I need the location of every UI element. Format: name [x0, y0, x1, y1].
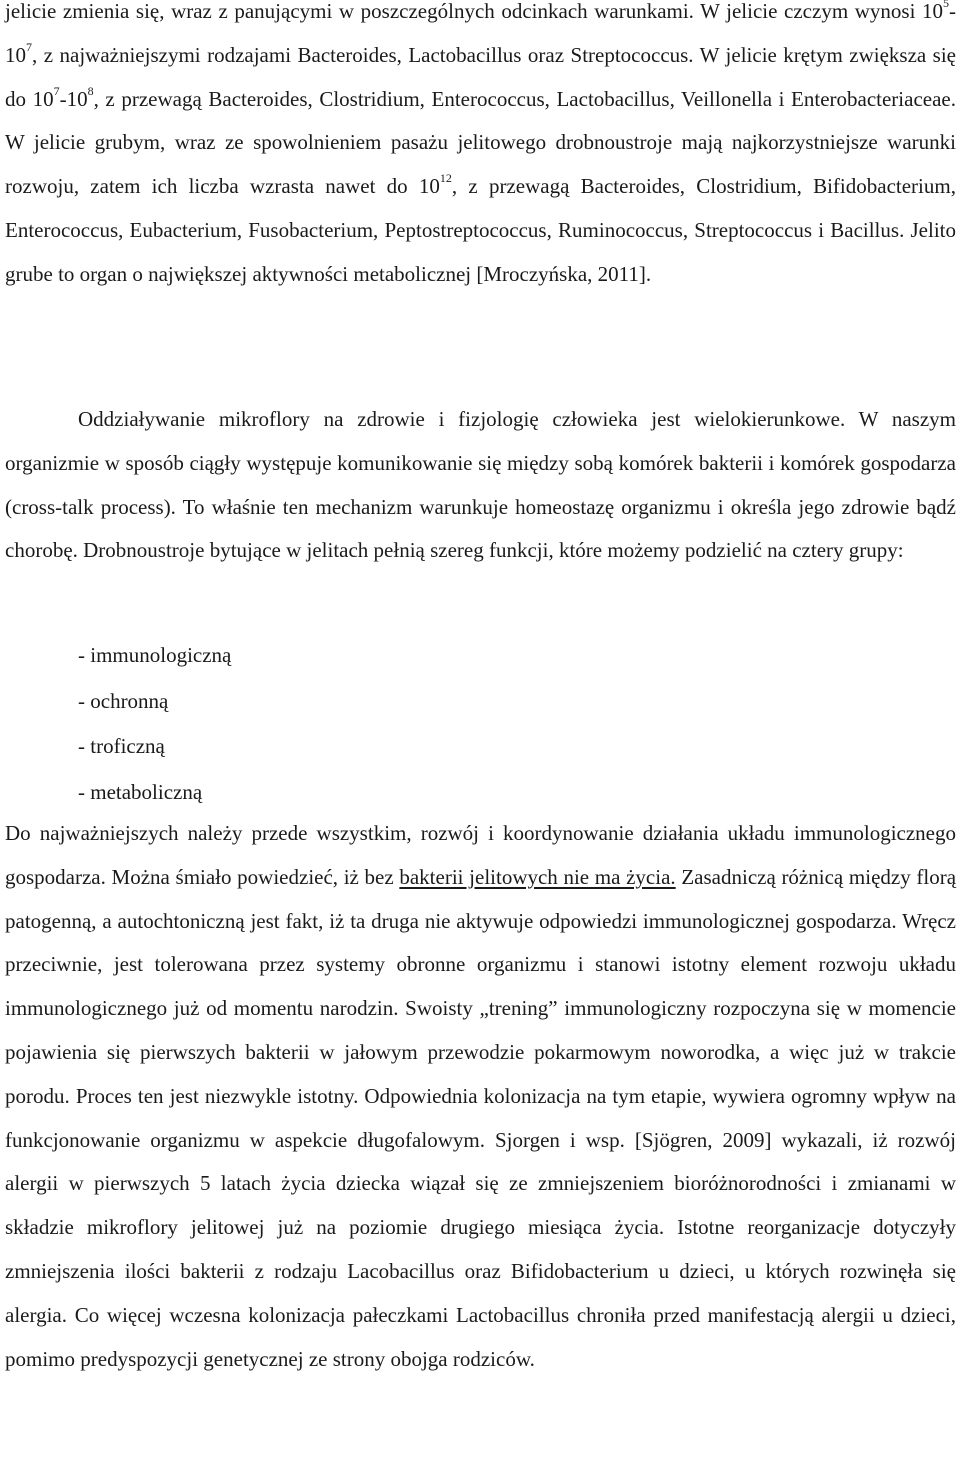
list-item: - troficzną: [78, 734, 165, 758]
paragraph-immune-development: [5, 812, 956, 1381]
text-segment: Zasadniczą różnicą między florą patogenną, a autochtoniczną jest fakt, iż ta druga nie aktywuje odpowiedzi immunologicznej gospodarza. Wręcz przeciwnie, jest tolerowana przez systemy obronne organizmu i stanowi istotny element rozwoju układu immunologicznego już od momentu narodzin. Swoisty „trening” immunologiczny rozpoczyna się w momencie pojawienia się pierwszych bakterii w jałowym przewodzie pokarmowym noworodka, a więc już w trakcie porodu. Proces ten jest niezwykle istotny. Odpowiednia kolonizacja na tym etapie, wywiera ogromny wpływ na funkcjonowanie organizmu w aspekcie długofalowym. Sjorgen i wsp. [Sjögren, 2009] wykazali, iż rozwój alergii w pierwszych 5 latach życia dziecka wiązał się ze zmniejszeniem bioróżnorodności i zmianami w składzie mikroflory jelitowej już na poziomie drugiego miesiąca życia. Istotne reorganizacje dotyczyły zmniejszenia ilości bakterii z rodzaju Lacobacillus oraz Bifidobacterium u dzieci, u których rozwinęła się alergia. Co więcej wczesna kolonizacja pałeczkami Lactobacillus chroniła przed manifestacją alergii u dzieci, pomimo predyspozycji genetycznej ze strony obojga rodziców.: [5, 864, 957, 1371]
superscript: 12: [439, 171, 452, 186]
paragraph-microflora-distribution: [5, 0, 956, 297]
superscript: 5: [943, 0, 949, 10]
list-item: - ochronną: [78, 688, 169, 713]
function-groups-list: [78, 633, 231, 815]
text-segment: jelicie zmienia się, wraz z panującymi w poszczególnych odcinkach warunkami. W jelicie czczym wynosi 10: [5, 0, 943, 23]
superscript: 7: [53, 83, 60, 98]
superscript: 7: [26, 39, 32, 54]
list-item: - immunologiczną: [78, 643, 232, 667]
superscript: 8: [87, 83, 94, 98]
text-segment: , z najważniejszymi rodzajami Bacteroides, Lactobacillus oraz Streptococcus. W jelicie krętym zwiększa się do 10: [5, 42, 956, 111]
text-segment: -10: [59, 86, 88, 111]
list-item: - metaboliczną: [78, 779, 203, 804]
text-segment: , z przewagą Bacteroides, Clostridium, Bifidobacterium, Enterococcus, Eubacterium, Fusobacterium, Peptostreptococcus, Ruminococcus, Streptococcus i Bacillus. Jelito grube to organ o największej aktywności metabolicznej [Mroczyńska, 2011].: [5, 174, 956, 286]
underlined-phrase: bakterii jelitowych nie ma życia.: [399, 864, 676, 889]
paragraph-microflora-impact: Oddziaływanie mikroflory na zdrowie i fizjologię człowieka jest wielokierunkowe. W naszym organizmie w sposób ciągły występuje komunikowanie się między sobą komórek bakterii i komórek gospodarza (cross-talk process). To właśnie ten mechanizm warunkuje homeostazę organizmu i określa jego zdrowie bądź chorobę. Drobnoustroje bytujące w jelitach pełnią szereg funkcji, które możemy podzielić na cztery grupy:: [5, 407, 956, 563]
text-segment: , z przewagą Bacteroides, Clostridium, Enterococcus, Lactobacillus, Veillonella i Enterobacteriaceae. W jelicie grubym, wraz ze spowolnieniem pasażu jelitowego drobnoustroje mają najkorzystniejsze warunki rozwoju, zatem ich liczba wzrasta nawet do 10: [5, 86, 956, 199]
text-segment: -10: [5, 0, 956, 67]
text-segment: Do najważniejszych należy przede wszystkim, rozwój i koordynowanie działania układu immunologicznego gospodarza. Można śmiało powiedzieć, iż bez: [5, 821, 956, 889]
